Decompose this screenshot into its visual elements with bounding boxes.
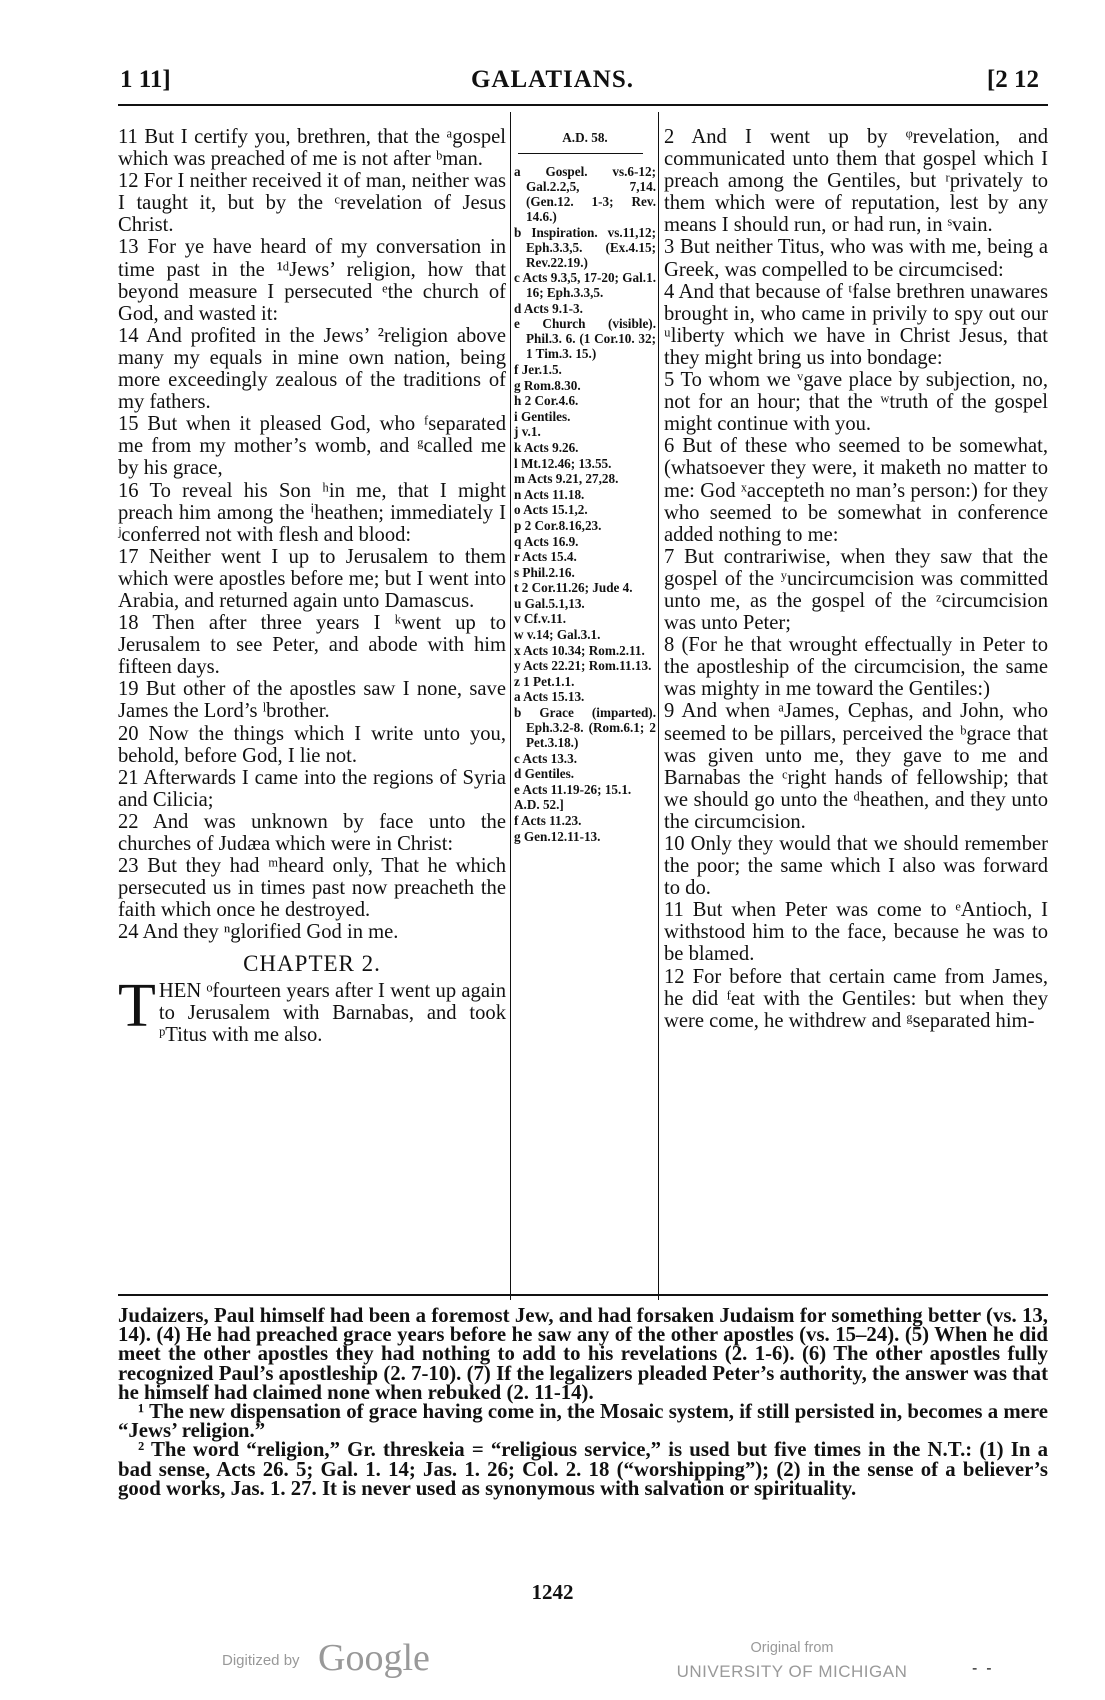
cross-reference: j v.1. (514, 424, 541, 440)
column-divider-right (658, 112, 659, 1300)
verse: 22 And was unknown by face unto the churches of Judæa which were in Christ: (118, 810, 506, 855)
chapter-heading: CHAPTER 2. (243, 951, 381, 977)
cross-reference: a Acts 15.13. (514, 689, 585, 705)
verse: 2 And I went up by ᵠrevelation, and communicated unto them that gospel which I preach among the Gentiles, but ʳprivately to them which were of reputation, lest by any means I should run, or had run, in ˢvain. (664, 126, 1048, 237)
cross-reference: e Acts 11.19-26; 15.1. (514, 781, 632, 797)
verse: 24 And they ⁿglorified God in me. (118, 921, 399, 944)
cross-reference: p 2 Cor.8.16,23. (514, 517, 602, 533)
cross-reference: g Rom.8.30. (514, 377, 581, 393)
left-column (118, 126, 506, 1046)
date-marker: A.D. 58. (562, 130, 608, 145)
verse: 6 But of these who seemed to be somewhat, (whatsoever they were, it maketh no matter to me: God ˣaccepteth no man’s person:) for they who seemed to be somewhat in conference added nothing to me: (664, 435, 1048, 546)
verse: 19 But other of the apostles saw I none, save James the Lord’s ˡbrother. (118, 678, 506, 723)
cross-reference: a Gospel. vs.6-12; Gal.2.2,5, 7,14. (Gen.12. 1-3; Rev. 14.6.) (514, 164, 656, 224)
cross-reference: y Acts 22.21; Rom.11.13. (514, 658, 652, 674)
right-column (664, 126, 1048, 1032)
verse: 12 For before that certain came from James, he did ᶠeat with the Gentiles: but when they were come, he withdrew and ᵍseparated him- (664, 965, 1048, 1032)
verse: 9 And when ᵃJames, Cephas, and John, who seemed to be pillars, perceived the ᵇgrace that was given unto me, they gave to me and Barnabas the ᶜright hands of fellowship; that we should go unto the ᵈheathen, and they unto the circumcision. (664, 700, 1048, 833)
verse: 7 But contrariwise, when they saw that the gospel of the ʸuncircumcision was committed unto me, as the gospel of the ᶻcircumcision was unto Peter; (664, 545, 1048, 635)
verse: 17 Neither went I up to Jerusalem to them which were apostles before me; but I went into Arabia, and returned again unto Damascus. (118, 545, 506, 612)
cross-reference: f Acts 11.23. (514, 813, 582, 828)
cross-reference: l Mt.12.46; 13.55. (514, 455, 612, 471)
header-rule (118, 104, 1048, 106)
cross-reference: v Cf.v.11. (514, 611, 567, 627)
date-rule (518, 153, 643, 154)
digitized-by-label: Digitized by (222, 1652, 300, 1669)
google-logo: Google (318, 1637, 430, 1679)
verse: 8 (For he that wrought effectually in Peter to the apostleship of the circumcision, the same was mighty in me toward the Gentiles:) (664, 634, 1048, 701)
cross-reference: b Inspiration. vs.11,12; Eph.3.3,5. (Ex.4.15; Rev.22.19.) (514, 224, 656, 270)
cross-reference: u Gal.5.1,13. (514, 595, 585, 611)
cross-reference: b Grace (imparted). Eph.3.2-8. (Rom.6.1; 2 Pet.3.18.) (514, 705, 656, 751)
cross-reference: g Gen.12.11-13. (514, 828, 601, 844)
column-divider-left (510, 112, 511, 1300)
verse: 10 Only they would that we should remember the poor; the same which I also was forward to do. (664, 833, 1048, 900)
drop-cap: T (118, 971, 156, 1040)
header-right-ref: [2 12 (986, 66, 1039, 93)
cross-reference: c Acts 13.3. (514, 750, 577, 766)
footnote: ² The word “religion,” Gr. threskeia = “religious service,” is used but five times in the N.T.: (1) In a bad sense, Acts 26. 5; Gal. 1. 14; Jas. 1. 26; Col. 2. 18 (“worshipping”); (2) in the sense of a believer’s good works, Jas. 1. 27. It is never used as synonymous with salvation or spirituality. (118, 1438, 1048, 1500)
chapter-opening-text: HEN ᵒfourteen years after I went up again to Jerusalem with Barnabas, and took ᵖTitus with me also. (158, 979, 506, 1046)
verse: 16 To reveal his Son ʰin me, that I might preach him among the ⁱheathen; immediately I ʲconferred not with flesh and blood: (118, 479, 506, 546)
original-from-label: Original from (750, 1640, 834, 1656)
note-continuation: Judaizers, Paul himself had been a foremost Jew, and had forsaken Judaism for something better (vs. 13, 14). (4) He had preached grace years before he saw any of the other apostles (vs. 15–24). (5) When he did meet the other apostles they had nothing to add to his revelations (2. 1-6). (6) The other apostles fully recognized Paul’s apostleship (2. 7-10). (7) If the legalizers pleaded Peter’s authority, the answer was that he himself had claimed none when rebuked (2. 11-14). (118, 1304, 1048, 1404)
verse: 13 For ye have heard of my conversation in time past in the ¹ᵈJews’ religion, how that beyond measure I persecuted ᵉthe church of God, and wasted it: (118, 236, 506, 325)
verse: 4 And that because of ᵗfalse brethren unawares brought in, who came in privily to spy out our ᵘliberty which we have in Christ Jesus, that they might bring us into bondage: (664, 280, 1048, 369)
header-left-ref: 1 11] (120, 66, 171, 93)
verse: 15 But when it pleased God, who ᶠseparated me from my mother’s womb, and ᵍcalled me by his grace, (118, 413, 506, 480)
cross-reference: d Acts 9.1-3. (514, 300, 583, 316)
cross-reference: i Gentiles. (514, 408, 571, 424)
reference-column (514, 130, 656, 844)
cross-reference: e Church (visible). Phil.3. 6. (1 Cor.10. 32; 1 Tim.3. 15.) (514, 316, 656, 362)
cross-reference: z 1 Pet.1.1. (514, 673, 575, 689)
footnote: ¹ The new dispensation of grace having come in, the Mosaic system, if still persisted in, becomes a mere “Jews’ religion.” (118, 1400, 1048, 1443)
cross-reference: f Jer.1.5. (514, 361, 562, 377)
cross-reference: w v.14; Gal.3.1. (514, 627, 601, 643)
verse: 11 But I certify you, brethren, that the ᵃgospel which was preached of me is not after ᵇman. (118, 126, 506, 171)
cross-reference: s Phil.2.16. (514, 564, 575, 580)
footnotes (118, 1306, 1048, 1498)
verse: 20 Now the things which I write unto you, behold, before God, I lie not. (118, 722, 506, 767)
verse: 23 But they had ᵐheard only, That he which persecuted us in times past now preacheth the faith which once he destroyed. (118, 855, 506, 922)
verse: 14 And profited in the Jews’ ²religion above many my equals in mine own nation, being more exceedingly zealous of the traditions of my fathers. (118, 324, 506, 414)
scan-marks: - - (972, 1660, 992, 1677)
page-title: GALATIANS. (470, 66, 635, 93)
page-number: 1242 (531, 1580, 574, 1604)
cross-reference: o Acts 15.1,2. (514, 502, 588, 518)
date-marker-bottom: A.D. 52.] (514, 797, 564, 813)
cross-reference: d Gentiles. (514, 766, 575, 782)
verse: 18 Then after three years I ᵏwent up to Jerusalem to see Peter, and abode with him fifteen days. (118, 612, 506, 679)
cross-reference: m Acts 9.21, 27,28. (514, 471, 619, 487)
cross-reference: t 2 Cor.11.26; Jude 4. (514, 580, 633, 596)
verse: 3 But neither Titus, who was with me, being a Greek, was compelled to be circumcised: (664, 236, 1048, 281)
library-name: UNIVERSITY OF MICHIGAN (676, 1662, 908, 1681)
verse: 21 Afterwards I came into the regions of Syria and Cilicia; (118, 766, 506, 811)
cross-reference: r Acts 15.4. (514, 549, 577, 565)
cross-reference: x Acts 10.34; Rom.2.11. (514, 642, 645, 658)
cross-reference: k Acts 9.26. (514, 439, 579, 455)
cross-reference: n Acts 11.18. (514, 486, 585, 502)
footnote-rule (118, 1294, 1048, 1296)
chapter-opening-verse (118, 971, 506, 1046)
cross-reference: q Acts 16.9. (514, 533, 579, 549)
verse: 11 But when Peter was come to ᵉAntioch, I withstood him to the face, because he was to be blamed. (664, 899, 1048, 966)
verse: 12 For I neither received it of man, neither was I taught it, but by the ᶜrevelation of Jesus Christ. (118, 170, 506, 237)
cross-reference: h 2 Cor.4.6. (514, 393, 579, 409)
verse: 5 To whom we ᵛgave place by subjection, no, not for an hour; that the ʷtruth of the gospel might continue with you. (664, 369, 1048, 436)
cross-reference: c Acts 9.3,5, 17-20; Gal.1. 16; Eph.3.3,5. (514, 270, 656, 301)
